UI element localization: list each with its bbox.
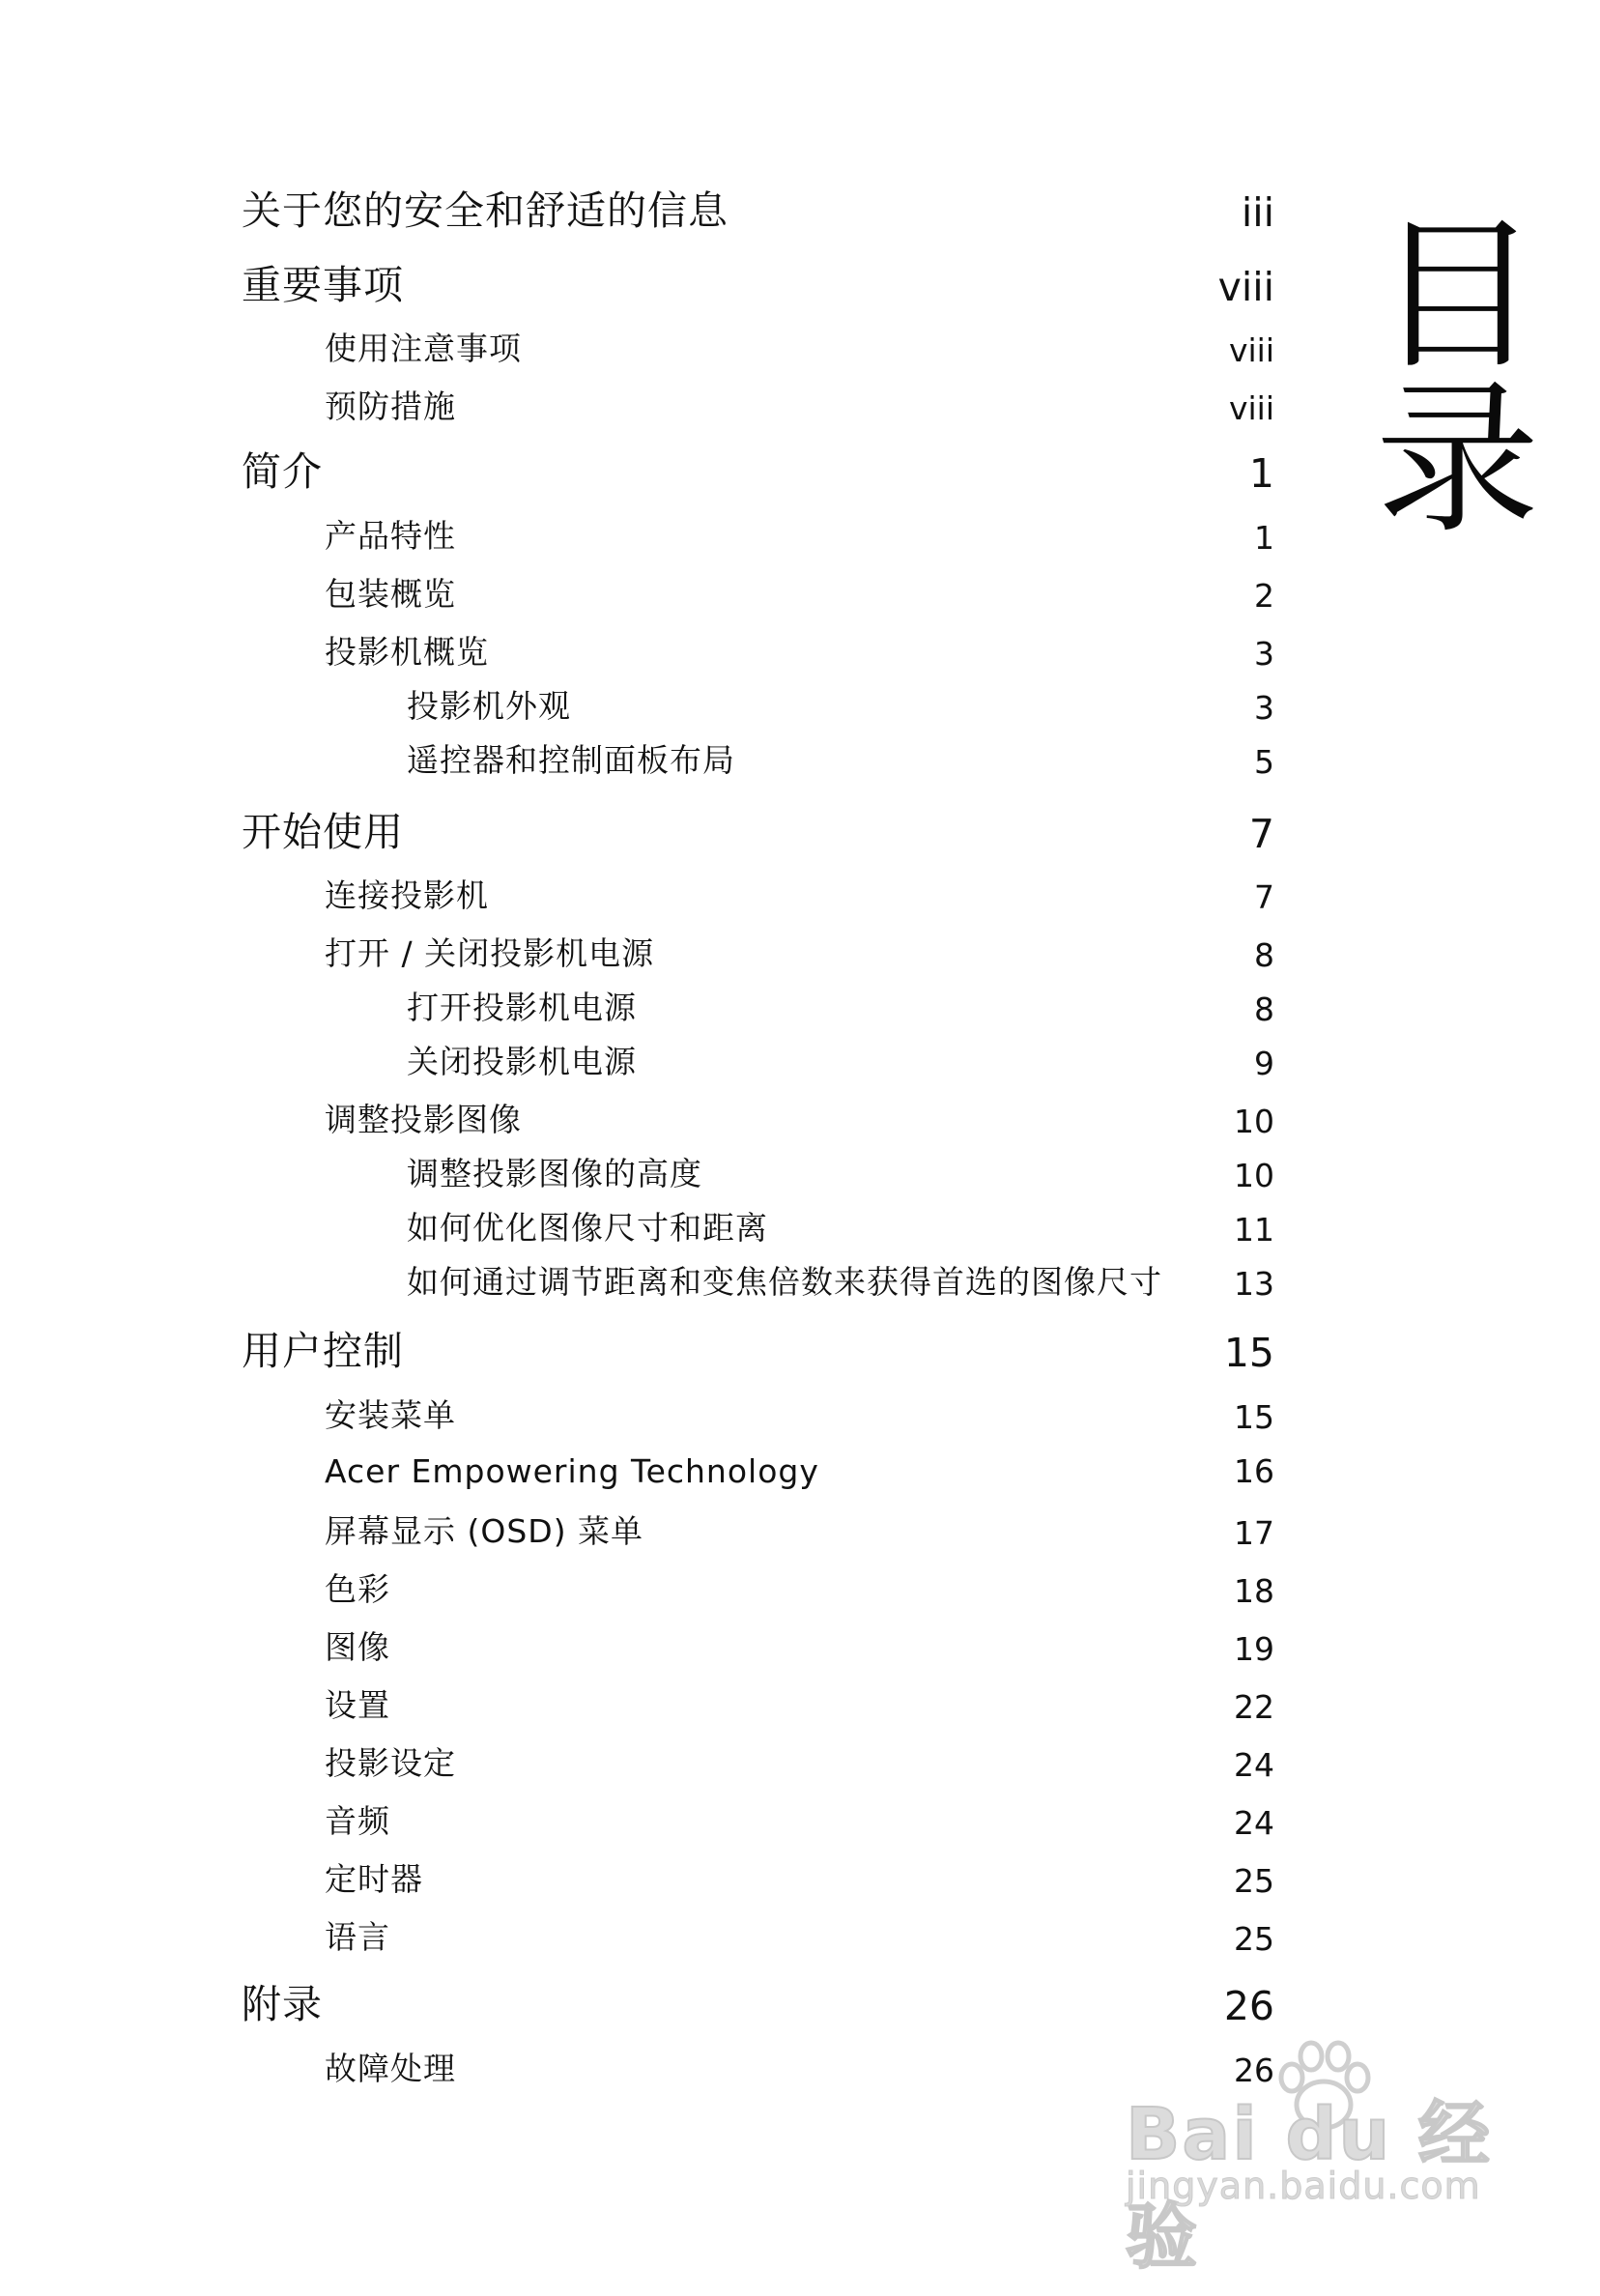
- toc-entry-page: 3: [1254, 635, 1274, 673]
- toc-entry[interactable]: [0, 564, 1600, 622]
- toc-entry[interactable]: [0, 866, 1600, 924]
- toc-entry-page: 26: [1234, 2052, 1274, 2089]
- watermark: [1126, 2039, 1512, 2279]
- toc-entry-title: 屏幕显示 (OSD) 菜单: [325, 1512, 644, 1550]
- toc-entry[interactable]: [0, 1252, 1600, 1310]
- toc-entry-title: 重要事项: [242, 262, 404, 308]
- toc-entry[interactable]: [0, 676, 1600, 734]
- toc-entry-title: 如何优化图像尺寸和距离: [407, 1209, 768, 1247]
- toc-entry-page: 25: [1234, 1920, 1274, 1958]
- toc-entry-title: 投影机概览: [325, 633, 489, 671]
- toc-entry[interactable]: [0, 1979, 1600, 2037]
- toc-entry[interactable]: [0, 1502, 1600, 1560]
- toc-entry-page: 11: [1234, 1211, 1274, 1248]
- toc-entry[interactable]: [0, 1618, 1600, 1676]
- toc-entry[interactable]: [0, 1734, 1600, 1792]
- toc-entry-page: 9: [1254, 1045, 1274, 1082]
- toc-entry[interactable]: [0, 978, 1600, 1036]
- toc-entry-title: 图像: [325, 1628, 390, 1666]
- toc-entry-page: 18: [1234, 1572, 1274, 1610]
- page-title: 目录: [1347, 208, 1538, 536]
- toc-entry-title: 遥控器和控制面板布局: [407, 741, 735, 779]
- toc-entry-page: 24: [1234, 1746, 1274, 1784]
- toc-entry-page: 1: [1248, 450, 1274, 497]
- toc-entry[interactable]: [0, 1440, 1600, 1498]
- toc-entry-title: 产品特性: [325, 517, 456, 555]
- toc-entry-page: viii: [1217, 264, 1274, 310]
- toc-entry-page: 2: [1254, 577, 1274, 615]
- toc-entry[interactable]: [0, 1326, 1600, 1384]
- toc-entry-page: 16: [1234, 1452, 1274, 1490]
- toc-entry-page: 1: [1254, 519, 1274, 557]
- toc-entry[interactable]: [0, 1676, 1600, 1734]
- toc-entry-title: 音频: [325, 1802, 390, 1840]
- toc-entry-title: 色彩: [325, 1570, 390, 1608]
- toc-entry-page: 22: [1234, 1688, 1274, 1726]
- toc-entry-page: 7: [1248, 811, 1274, 857]
- toc-entry-page: 26: [1223, 1983, 1274, 2029]
- toc-entry[interactable]: [0, 1560, 1600, 1618]
- toc-entry-title: 开始使用: [242, 809, 404, 855]
- toc-entry-title: 打开 / 关闭投影机电源: [325, 934, 655, 972]
- toc-entry-page: 10: [1234, 1103, 1274, 1140]
- toc-entry[interactable]: [0, 1850, 1600, 1908]
- toc-entry-page: 3: [1254, 689, 1274, 727]
- toc-entry-title: 投影机外观: [407, 687, 571, 725]
- toc-entry-page: 5: [1254, 743, 1274, 781]
- toc-entry-page: 13: [1234, 1265, 1274, 1303]
- toc-entry-title: 关闭投影机电源: [407, 1043, 637, 1080]
- toc-entry-title: 使用注意事项: [325, 330, 522, 367]
- toc-entry[interactable]: [0, 1090, 1600, 1148]
- toc-entry-page: viii: [1228, 331, 1274, 369]
- watermark-url: jingyan.baidu.com: [1126, 2165, 1481, 2207]
- toc-entry[interactable]: [0, 924, 1600, 982]
- toc-entry[interactable]: [0, 1144, 1600, 1202]
- toc-entry[interactable]: [0, 731, 1600, 789]
- toc-entry-title: 调整投影图像的高度: [407, 1155, 702, 1192]
- toc-entry-title: 故障处理: [325, 2050, 456, 2087]
- toc-entry-title: 关于您的安全和舒适的信息: [242, 187, 729, 234]
- toc-entry-page: 24: [1234, 1804, 1274, 1842]
- toc-entry-title: Acer Empowering Technology: [325, 1452, 819, 1490]
- toc-entry[interactable]: [0, 1386, 1600, 1444]
- toc-entry-title: 安装菜单: [325, 1396, 456, 1434]
- toc-entry-title: 投影设定: [325, 1744, 456, 1782]
- toc-entry-page: 8: [1254, 990, 1274, 1028]
- toc-entry-title: 附录: [242, 1981, 323, 2027]
- toc-entry-page: 15: [1234, 1398, 1274, 1436]
- toc-entry-page: 19: [1234, 1630, 1274, 1668]
- toc-entry-page: 15: [1223, 1330, 1274, 1376]
- toc-entry-page: 10: [1234, 1157, 1274, 1194]
- toc-entry-page: 8: [1254, 936, 1274, 974]
- toc-entry-title: 连接投影机: [325, 876, 489, 914]
- toc-entry-page: 7: [1254, 878, 1274, 916]
- toc-entry[interactable]: [0, 1792, 1600, 1850]
- toc-entry[interactable]: [0, 1032, 1600, 1090]
- toc-entry-title: 预防措施: [325, 387, 456, 425]
- toc-entry-title: 定时器: [325, 1860, 423, 1898]
- watermark-brand: Bai du 经验: [1126, 2093, 1492, 2279]
- toc-entry-title: 包装概览: [325, 575, 456, 613]
- toc-entry[interactable]: [0, 807, 1600, 865]
- toc-entry-title: 调整投影图像: [325, 1101, 522, 1138]
- toc-entry[interactable]: [0, 622, 1600, 680]
- toc-entry-title: 打开投影机电源: [407, 989, 637, 1026]
- toc-entry[interactable]: [0, 1908, 1600, 1966]
- toc-entry-page: iii: [1241, 189, 1274, 236]
- toc-entry-page: 25: [1234, 1862, 1274, 1900]
- toc-entry-title: 设置: [325, 1686, 390, 1724]
- toc-entry-page: viii: [1228, 389, 1274, 427]
- toc-entry-title: 如何通过调节距离和变焦倍数来获得首选的图像尺寸: [407, 1263, 1162, 1301]
- toc-entry-page: 17: [1234, 1514, 1274, 1552]
- toc-entry-title: 用户控制: [242, 1328, 404, 1374]
- toc-entry-title: 语言: [325, 1918, 390, 1956]
- toc-entry-title: 简介: [242, 448, 323, 495]
- toc-entry[interactable]: [0, 1198, 1600, 1256]
